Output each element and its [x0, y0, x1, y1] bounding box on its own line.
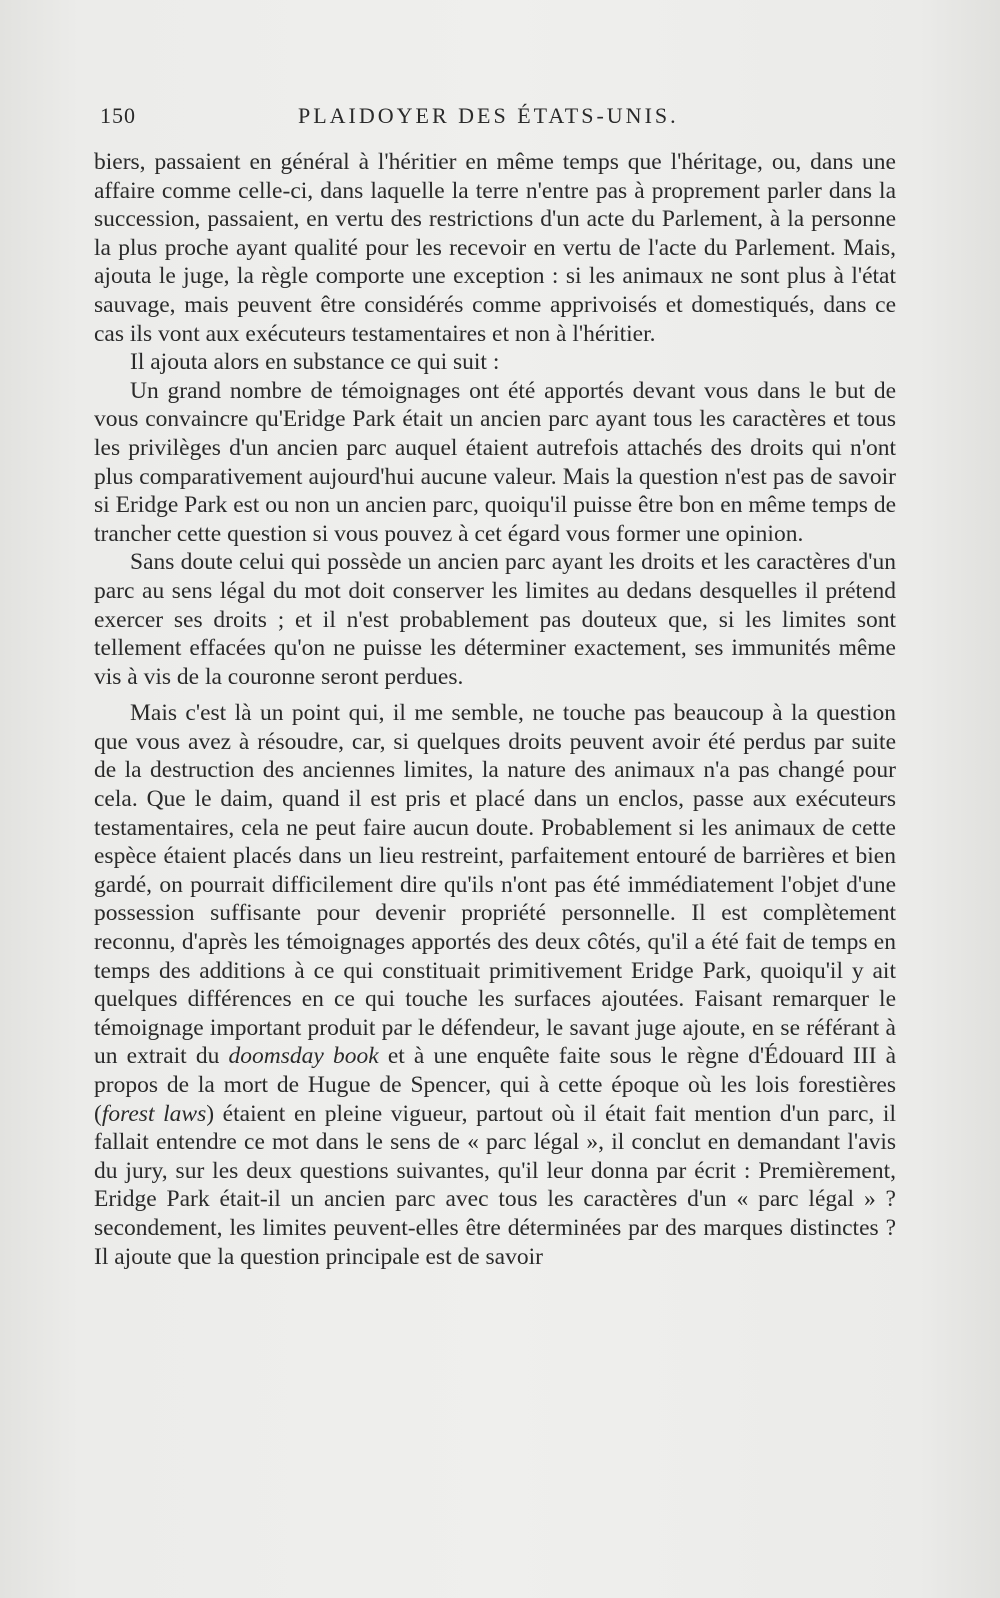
paragraph-3: Un grand nombre de témoignages ont été apportés devant vous dans le but de vous convaincre qu'Eridge Park était un ancien parc ayant tous les caractères et tous les privilèges d'un ancien parc auquel étaient autrefois attachés des droits qui n'ont plus comparativement aujourd'hui aucune valeur. Mais la question n'est pas de savoir si Eridge Park est ou non un ancien parc, quoiqu'il puisse être bon en même temps de trancher cette question si vous pouvez à cet égard vous former une opinion.: [94, 377, 896, 547]
page-header: [100, 103, 880, 133]
paragraph-2: Il ajouta alors en substance ce qui suit :: [130, 349, 500, 376]
body-text: [94, 148, 896, 1271]
paragraph-5-text-after: ) étaient en pleine vigueur, partout où il était fait mention d'un parc, il fallait entendre ce mot dans le sens de « parc légal », il conclut en demandant l'avis du jury, sur les deux questions suivantes, qu'il leur donna par écrit : Premièrement, Eridge Park était-il un ancien parc avec tous les caractères d'un « parc légal » ? secondement, les limites peuvent-elles être déterminées par des marques distinctes ? Il ajoute que la question principale est de savoir: [94, 1100, 896, 1270]
forest-laws-italic: forest laws: [101, 1100, 207, 1127]
paragraph-1: biers, passaient en général à l'héritier en même temps que l'héritage, ou, dans une affaire comme celle-ci, dans laquelle la terre n'entre pas à proprement parler dans la succession, passaient, en vertu des restrictions d'un acte du Parlement, à la personne la plus proche ayant qualité pour les recevoir en vertu de l'acte du Parlement. Mais, ajouta le juge, la règle comporte une exception : si les animaux ne sont plus à l'état sauvage, mais peuvent être considérés comme apprivoisés et domestiqués, dans ce cas ils vont aux exécuteurs testamentaires et non à l'héritier.: [94, 149, 896, 347]
paragraph-5-text-before: Mais c'est là un point qui, il me semble, ne touche pas beaucoup à la question que vous avez à résoudre, car, si quelques droits peuvent avoir été perdus par suite de la destruction des anciennes limites, la nature des animaux n'a pas changé pour cela. Que le daim, quand il est pris et placé dans un enclos, passe aux exécuteurs testamentaires, cela ne peut faire aucun doute. Probablement si les animaux de cette espèce étaient placés dans un lieu restreint, parfaitement entouré de barrières et bien gardé, on pourrait difficilement dire qu'ils n'ont pas été immédiatement l'objet d'une possession suffisante pour devenir propriété personnelle. Il est complètement reconnu, d'après les témoignages apportés des deux côtés, qu'il a été fait de temps en temps des additions à ce qui constituait primitivement Eridge Park, quoiqu'il y ait quelques différences en ce qui touche les surfaces ajoutées. Faisant remarquer le témoignage important produit par le défendeur, le savant juge ajoute, en se référant à un extrait du: [94, 700, 896, 1070]
page-number: 150: [100, 103, 136, 128]
running-head: PLAIDOYER DES ÉTATS-UNIS.: [298, 103, 679, 128]
paragraph-5: [94, 699, 896, 1271]
paragraph-4: Sans doute celui qui possède un ancien parc ayant les droits et les caractères d'un parc au sens légal du mot doit conserver les limites au dedans desquelles il prétend exercer ses droits ; et il n'est probablement pas douteux que, si les limites sont tellement effacées qu'on ne puisse les déterminer exactement, ses immunités même vis à vis de la couronne seront perdues.: [94, 549, 896, 690]
paragraph-5-text-middle: et à une enquête faite sous le règne d'Édouard III à propos de la mort de Hugue de Spencer, qui à cette époque où les lois forestières (: [94, 1043, 896, 1127]
doomsday-book-italic: doomsday book: [228, 1043, 379, 1070]
